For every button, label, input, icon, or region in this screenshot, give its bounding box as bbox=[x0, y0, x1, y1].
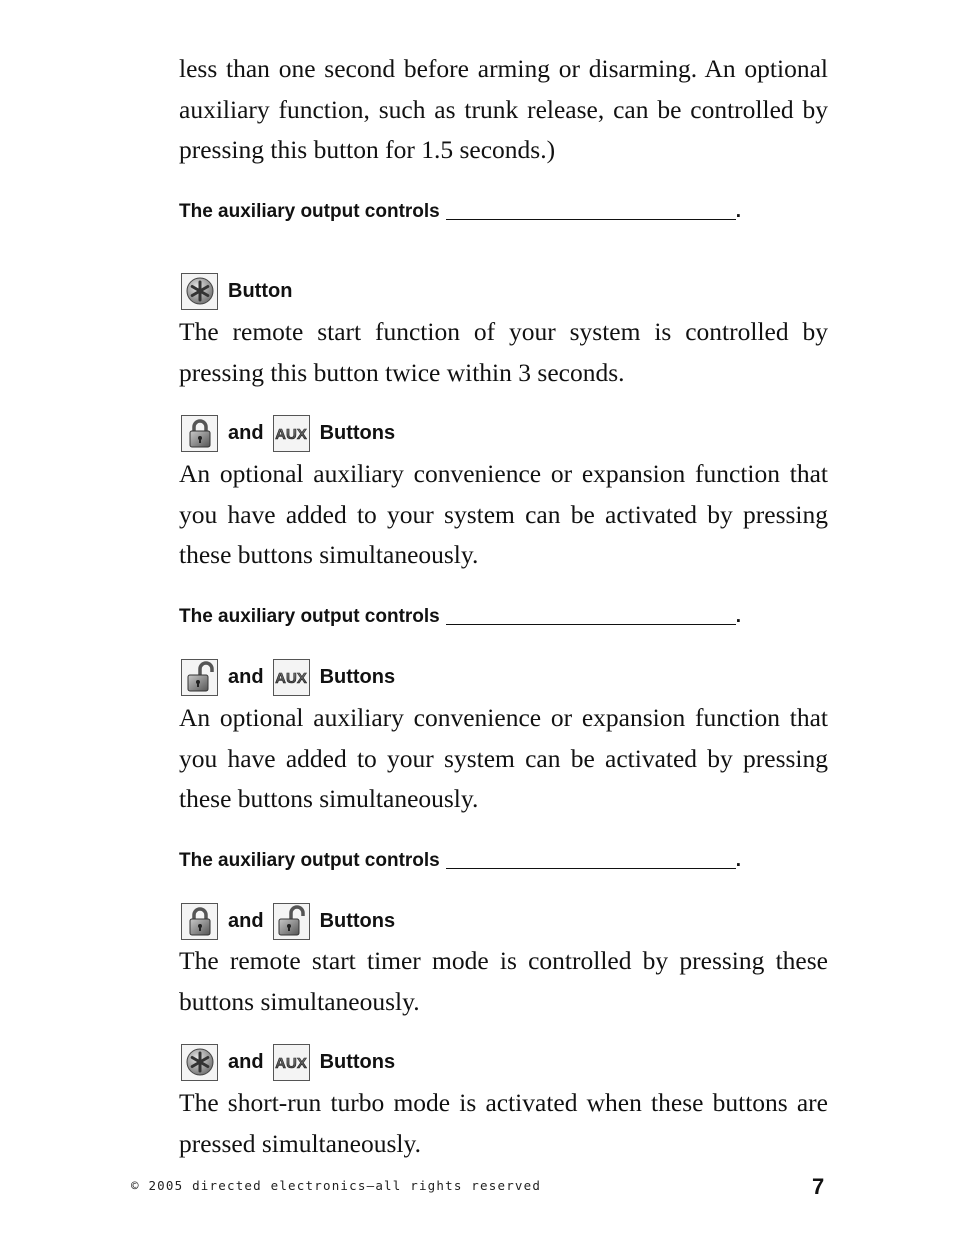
fill-in-blank bbox=[446, 608, 736, 625]
svg-text:AUX: AUX bbox=[275, 426, 307, 443]
section-heading-label: Buttons bbox=[319, 665, 396, 688]
section-body-unlock-aux: An optional auxiliary convenience or expansion function that you have added to your system can be activated by pressing these buttons simultaneously. bbox=[179, 703, 828, 813]
aux-icon bbox=[273, 1044, 310, 1081]
fill-in-label: The auxiliary output controls bbox=[179, 606, 440, 627]
and-label: and bbox=[228, 909, 264, 932]
section-heading-timer-mode bbox=[181, 901, 395, 941]
section-body-turbo-mode: The short-run turbo mode is activated when these buttons are pressed simultaneously. bbox=[179, 1088, 828, 1158]
fill-in-period: . bbox=[735, 201, 742, 222]
lock-icon bbox=[181, 903, 218, 940]
asterisk-icon bbox=[181, 273, 218, 310]
svg-text:AUX: AUX bbox=[275, 1055, 307, 1072]
and-label: and bbox=[228, 1050, 264, 1073]
unlock-icon bbox=[273, 903, 310, 940]
fill-in-line-3 bbox=[179, 850, 741, 872]
section-heading-label: Buttons bbox=[319, 421, 396, 444]
fill-in-label: The auxiliary output controls bbox=[179, 850, 440, 871]
aux-icon bbox=[273, 415, 310, 452]
and-label: and bbox=[228, 421, 264, 444]
fill-in-blank bbox=[446, 203, 736, 220]
fill-in-blank bbox=[446, 852, 736, 869]
fill-in-line-2 bbox=[179, 606, 741, 628]
section-heading-lock-aux bbox=[181, 413, 395, 453]
section-heading-remote-start bbox=[181, 271, 292, 311]
unlock-icon bbox=[181, 659, 218, 696]
section-heading-turbo-mode bbox=[181, 1042, 395, 1082]
section-heading-label: Button bbox=[228, 279, 293, 302]
asterisk-icon bbox=[181, 1044, 218, 1081]
svg-text:AUX: AUX bbox=[275, 670, 307, 687]
section-body-lock-aux: An optional auxiliary convenience or expansion function that you have added to your system can be activated by pressing these buttons simultaneously. bbox=[179, 459, 828, 569]
copyright-footer: © 2005 directed electronics—all rights reserved bbox=[131, 1178, 542, 1193]
lock-icon bbox=[181, 415, 218, 452]
section-heading-label: Buttons bbox=[319, 1050, 396, 1073]
and-label: and bbox=[228, 665, 264, 688]
section-heading-label: Buttons bbox=[319, 909, 396, 932]
intro-paragraph: less than one second before arming or disarming. An optional auxiliary function, such as trunk release, can be controlled by pressing this button for 1.5 seconds.) bbox=[179, 54, 828, 164]
aux-icon bbox=[273, 659, 310, 696]
section-heading-unlock-aux bbox=[181, 657, 395, 697]
page-number: 7 bbox=[812, 1174, 825, 1199]
section-body-timer-mode: The remote start timer mode is controlled by pressing these buttons simultaneously. bbox=[179, 946, 828, 1016]
section-body-remote-start: The remote start function of your system is controlled by pressing this button twice within 3 seconds. bbox=[179, 317, 828, 387]
fill-in-period: . bbox=[735, 606, 742, 627]
fill-in-period: . bbox=[735, 850, 742, 871]
fill-in-label: The auxiliary output controls bbox=[179, 201, 440, 222]
fill-in-line-1 bbox=[179, 201, 741, 223]
